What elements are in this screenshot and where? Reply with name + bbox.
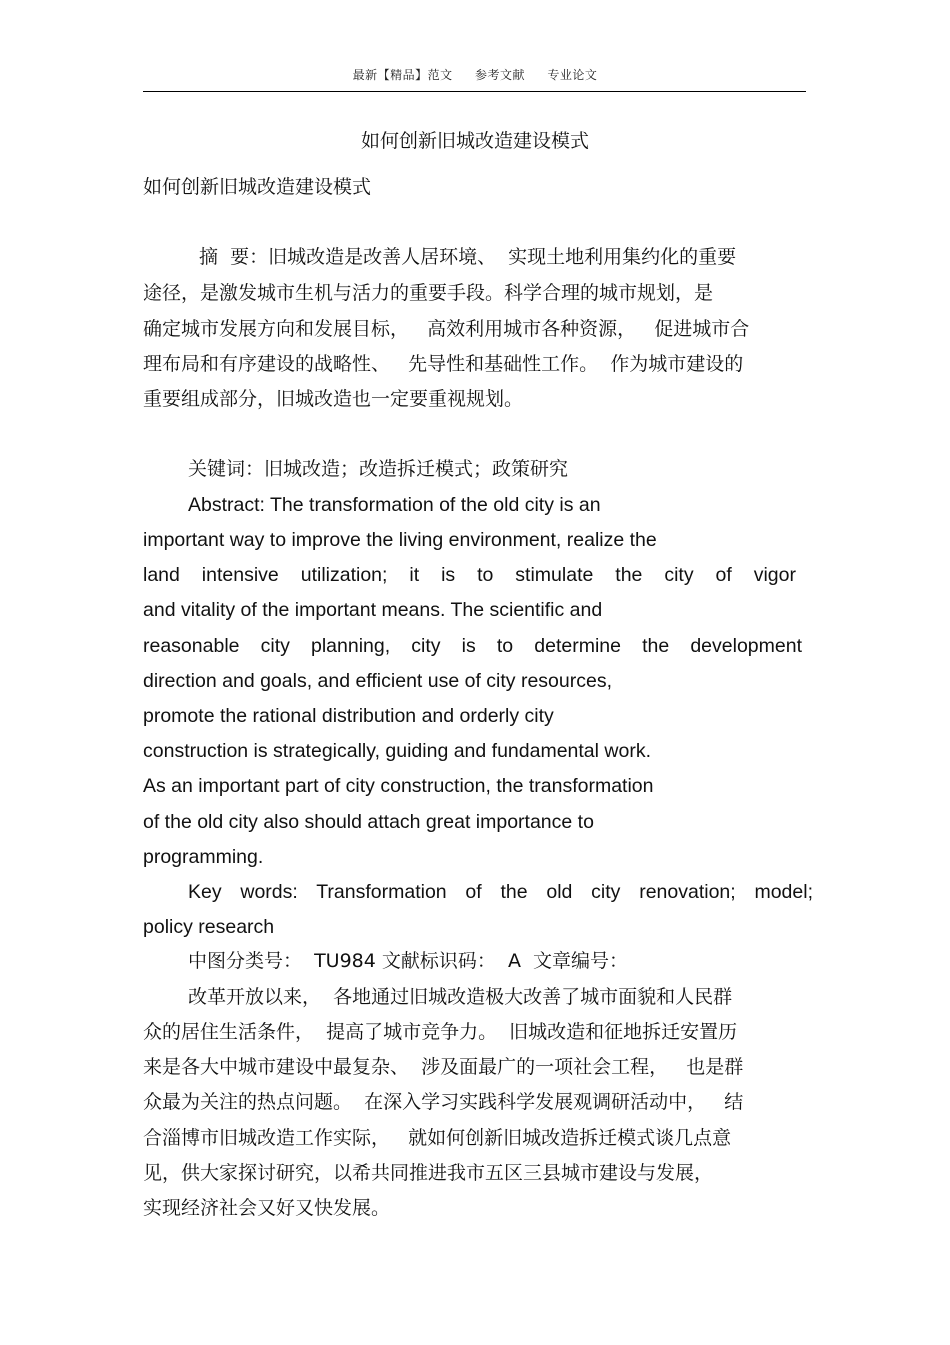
- header-item: 专业论文: [547, 68, 598, 82]
- document-title: 如何创新旧城改造建设模式: [360, 130, 589, 152]
- keywords-en-line: policy research: [143, 916, 275, 938]
- abstract-cn-line: 确定城市发展方向和发展目标， 高效利用城市各种资源， 促进城市合: [143, 318, 750, 340]
- body-line: 众的居住生活条件， 提高了城市竞争力。 旧城改造和征地拆迁安置历: [143, 1021, 738, 1043]
- abstract-en-line: important way to improve the living environment, realize the: [143, 529, 657, 551]
- abstract-en-line: and vitality of the important means. The scientific and: [143, 599, 603, 621]
- body-line: 众最为关注的热点问题。 在深入学习实践科学发展观调研活动中， 结: [143, 1091, 744, 1113]
- body-line: 来是各大中城市建设中最复杂、 涉及面最广的一项社会工程， 也是群: [143, 1056, 744, 1078]
- abstract-en-line: As an important part of city construction, the transformation: [143, 775, 654, 797]
- abstract-en-line: promote the rational distribution and orderly city: [143, 705, 554, 727]
- abstract-cn-line: 理布局和有序建设的战略性、 先导性和基础性工作。 作为城市建设的: [143, 353, 744, 375]
- body-line: 合淄博市旧城改造工作实际， 就如何创新旧城改造拆迁模式谈几点意: [143, 1127, 732, 1149]
- abstract-cn-line: 摘 要：旧城改造是改善人居环境、 实现土地利用集约化的重要: [199, 246, 737, 268]
- body-line: 实现经济社会又好又快发展。: [143, 1197, 391, 1219]
- keywords-cn: 关键词：旧城改造；改造拆迁模式；政策研究: [188, 458, 569, 480]
- abstract-en-line: reasonable city planning, city is to determine the development: [143, 635, 802, 657]
- abstract-cn-line: 重要组成部分，旧城改造也一定要重视规划。: [143, 388, 524, 410]
- abstract-en-line: direction and goals, and efficient use of city resources,: [143, 670, 612, 692]
- abstract-en-line: programming.: [143, 846, 264, 868]
- header-item: 参考文献: [474, 68, 525, 82]
- keywords-en-line: Key words: Transformation of the old city renovation; model;: [188, 881, 813, 903]
- header-rule: [143, 91, 806, 92]
- document-subtitle: 如何创新旧城改造建设模式: [143, 176, 372, 198]
- page-header: [0, 66, 950, 83]
- body-line: 改革开放以来， 各地通过旧城改造极大改善了城市面貌和人民群: [188, 986, 733, 1008]
- body-line: 见，供大家探讨研究，以希共同推进我市五区三县城市建设与发展，: [143, 1162, 714, 1184]
- header-item: 最新【精品】范文: [352, 68, 453, 82]
- abstract-en-line: Abstract: The transformation of the old city is an: [188, 494, 601, 516]
- abstract-en-line: construction is strategically, guiding and fundamental work.: [143, 740, 651, 762]
- abstract-en-line: of the old city also should attach great importance to: [143, 811, 594, 833]
- classification-line: 中图分类号： TU984 文献标识码： A 文章编号：: [188, 950, 629, 972]
- abstract-cn-line: 途径，是激发城市生机与活力的重要手段。科学合理的城市规划，是: [143, 282, 714, 304]
- abstract-en-line: land intensive utilization; it is to stimulate the city of vigor: [143, 564, 796, 586]
